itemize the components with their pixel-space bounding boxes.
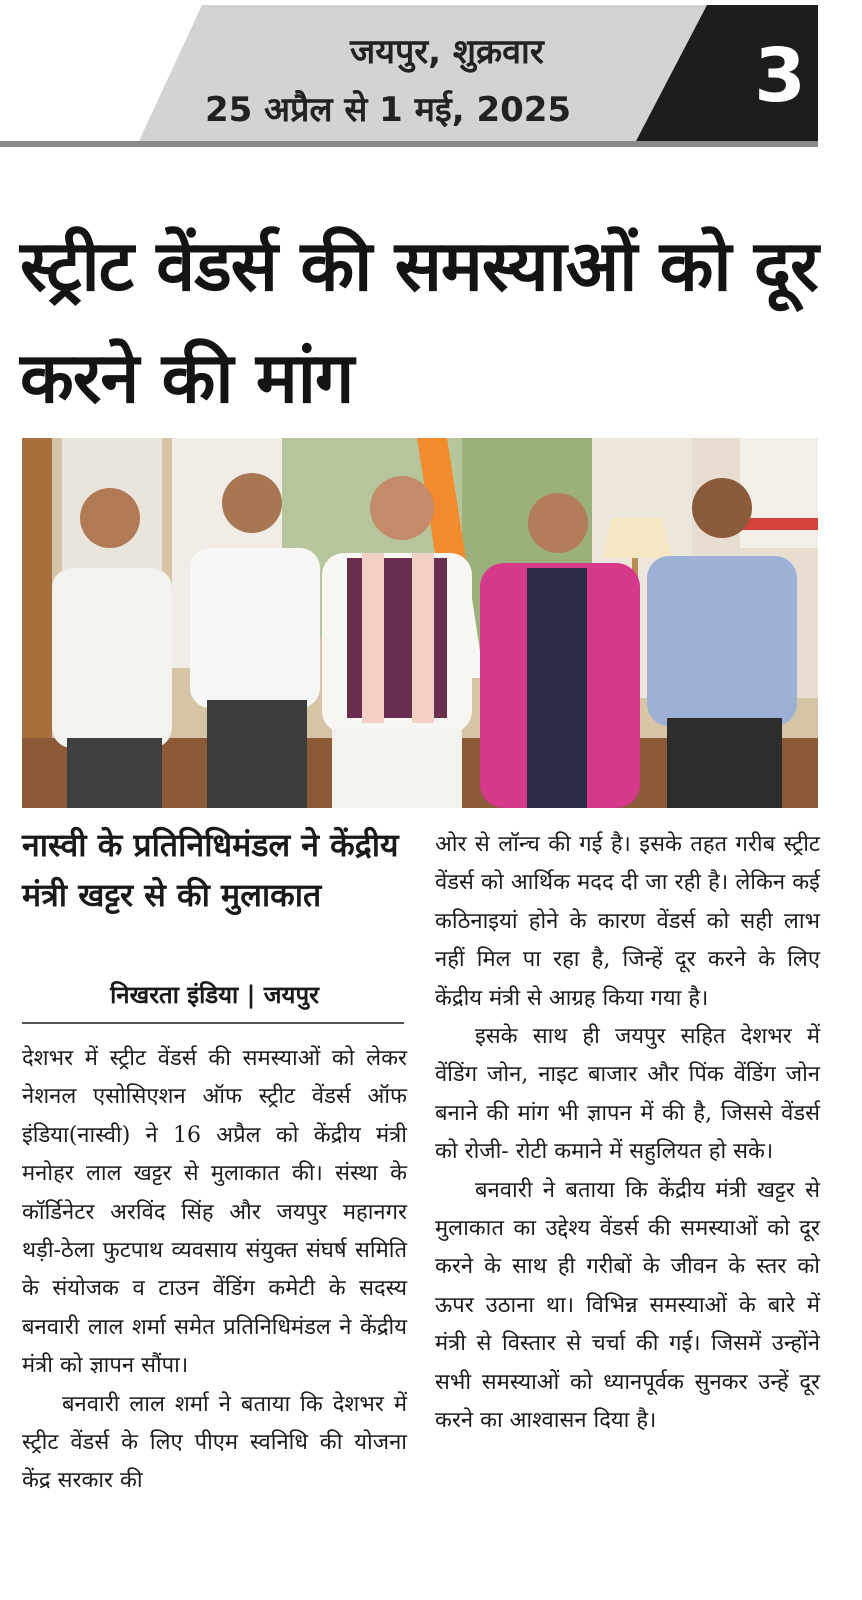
article-column-right xyxy=(435,826,820,1441)
article-paragraph: देशभर में स्ट्रीट वेंडर्स की समस्याओं को लेकर नेशनल एसोसिएशन ऑफ स्ट्रीट वेंडर्स ऑफ इंडिया(नास्वी) ने 16 अप्रैल को केंद्रीय मंत्री मनोहर लाल खट्टर से मुलाकात की। संस्था के कॉर्डिनेटर अरविंद सिंह और जयपुर महानगर थड़ी-ठेला फुटपाथ व्यवसाय संयुक्त संघर्ष समिति के संयोजक व टाउन वेंडिंग कमेटी के सदस्य बनवारी लाल शर्मा समेत प्रतिनिधिमंडल ने केंद्रीय मंत्री को ज्ञापन सौंपा। xyxy=(22,1046,407,1379)
article-subheadline: नास्वी के प्रतिनिधिमंडल ने केंद्रीय मंत्री खट्टर से की मुलाकात xyxy=(22,826,399,914)
header-date-range: 25 अप्रैल से 1 मई, 2025 xyxy=(205,90,572,130)
article-paragraph: बनवारी ने बताया कि केंद्रीय मंत्री खट्टर से मुलाकात का उद्देश्य वेंडर्स की समस्याओं को दूर करने के साथ ही गरीबों के जीवन के स्तर को ऊपर उठाना था। विभिन्न समस्याओं के बारे में मंत्री से विस्तार से चर्चा की गई। जिसमें उन्होंने सभी समस्याओं को ध्यानपूर्वक सुनकर उन्हें दूर करने का आश्वासन दिया है। xyxy=(435,1177,820,1434)
byline-divider xyxy=(22,1022,404,1024)
article-paragraph: इसके साथ ही जयपुर सहित देशभर में वेंडिंग जोन, नाइट बाजार और पिंक वेंडिंग जोन बनाने की मांग भी ज्ञापन में की है, जिससे वेंडर्स को रोजी- रोटी कमाने में सहुलियत हो सके। xyxy=(435,1024,820,1165)
photo-illustration xyxy=(22,438,818,808)
page-header xyxy=(0,0,862,160)
article-paragraph: ओर से लॉन्च की गई है। इसके तहत गरीब स्ट्रीट वेंडर्स को आर्थिक मदद दी जा रही है। लेकिन कई कठिनाइयां होने के कारण वेंडर्स को सही लाभ नहीं मिल पा रहा है, जिन्हें दूर करने के लिए केंद्रीय मंत्री से आग्रह किया गया है। xyxy=(435,832,820,1011)
header-rule xyxy=(0,141,818,147)
article-column-left xyxy=(22,1040,407,1501)
headline: स्ट्रीट वेंडर्स की समस्याओं को दूर करने की मांग xyxy=(20,225,818,419)
news-photo xyxy=(22,438,818,808)
header-city-day: जयपुर, शुक्रवार xyxy=(350,32,544,72)
page-number: 3 xyxy=(754,33,806,119)
article-paragraph: बनवारी लाल शर्मा ने बताया कि देशभर में स्ट्रीट वेंडर्स के लिए पीएम स्वनिधि की योजना केंद्र सरकार की xyxy=(22,1391,407,1494)
article-byline: निखरता इंडिया | जयपुर xyxy=(110,981,319,1009)
